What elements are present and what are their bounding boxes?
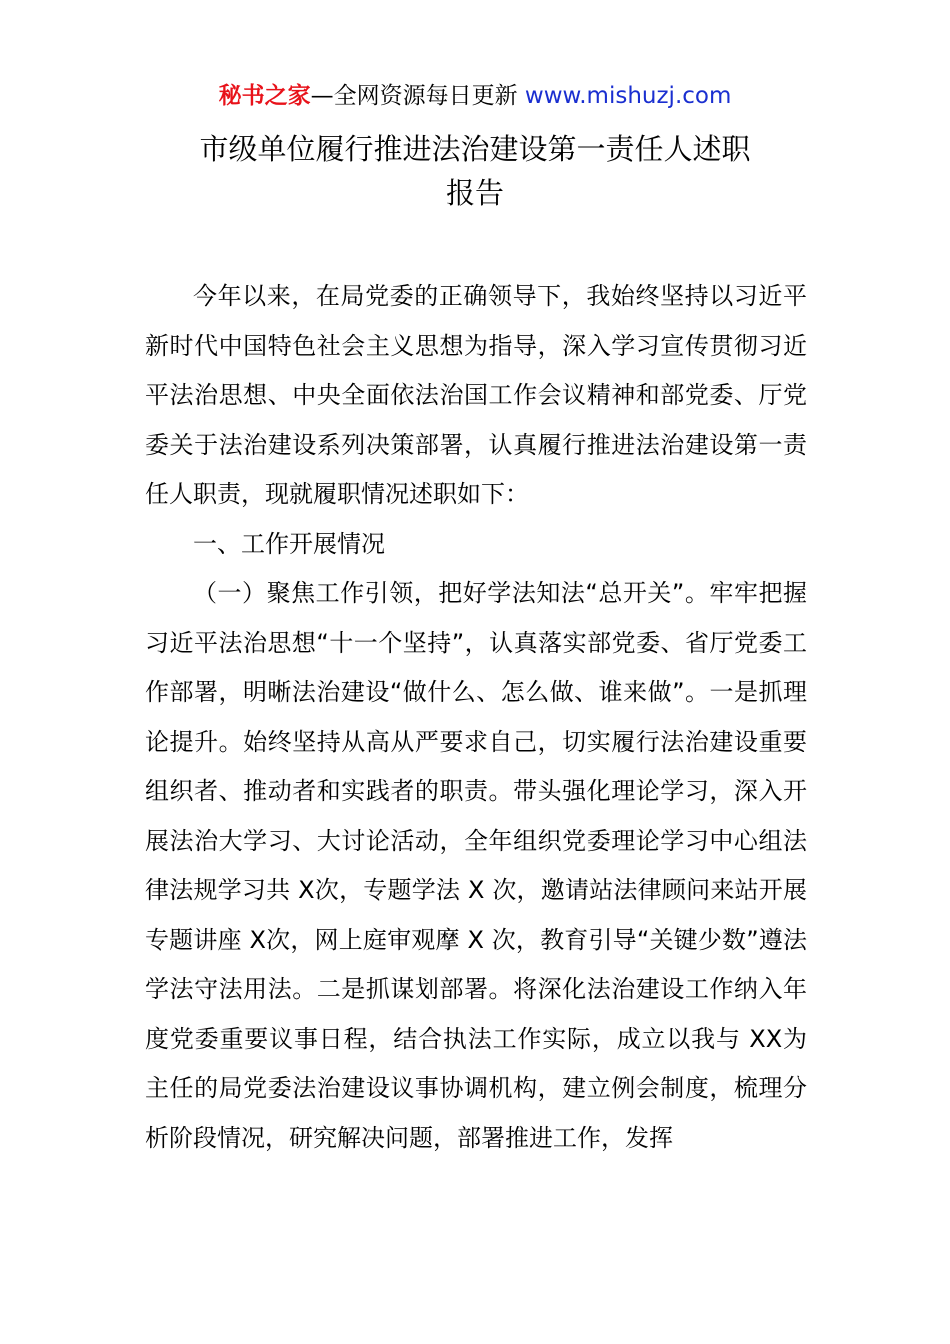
subsection-paragraph: （一）聚焦工作引领，把好学法知法“总开关”。牢牢把握习近平法治思想“十一个坚持”，认真落实部党委、省厅党委工作部署，明晰法治建设“做什么、怎么做、谁来做”。一是抓理论提升。始终坚持从高从严要求自己，切实履行法治建设重要组织者、推动者和实践者的职责。带头强化理论学习，深入开展法治大学习、大讨论活动，全年组织党委理论学习中心组法律法规学习共 X次，专题学法 X 次，邀请站法律顾问来站开展专题讲座 X次，网上庭审观摩 X 次，教育引导“关键少数”遵法学法守法用法。二是抓谋划部署。将深化法治建设工作纳入年度党委重要议事日程，结合执法工作实际，成立以我与 XX为主任的局党委法治建设议事协调机构，建立例会制度，梳理分析阶段情况，研究解决问题，部署推进工作，发挥 xyxy=(145,579,807,1152)
section-heading: 一、工作开展情况 xyxy=(193,529,385,558)
site-url: www.mishuzj.com xyxy=(517,83,732,109)
title-line-1: 市级单位履行推进法治建设第一责任人述职 xyxy=(199,132,751,166)
document-title xyxy=(0,127,950,215)
title-line-2: 报告 xyxy=(445,176,504,210)
document-body xyxy=(145,272,807,1163)
brand-slogan: —全网资源每日更新 xyxy=(310,83,518,109)
site-watermark-header xyxy=(0,80,950,112)
brand-name: 秘书之家 xyxy=(218,83,311,109)
intro-paragraph: 今年以来，在局党委的正确领导下，我始终坚持以习近平新时代中国特色社会主义思想为指导，深入学习宣传贯彻习近平法治思想、中央全面依法治国工作会议精神和部党委、厅党委关于法治建设系列决策部署，认真履行推进法治建设第一责任人职责，现就履职情况述职如下： xyxy=(145,282,807,508)
